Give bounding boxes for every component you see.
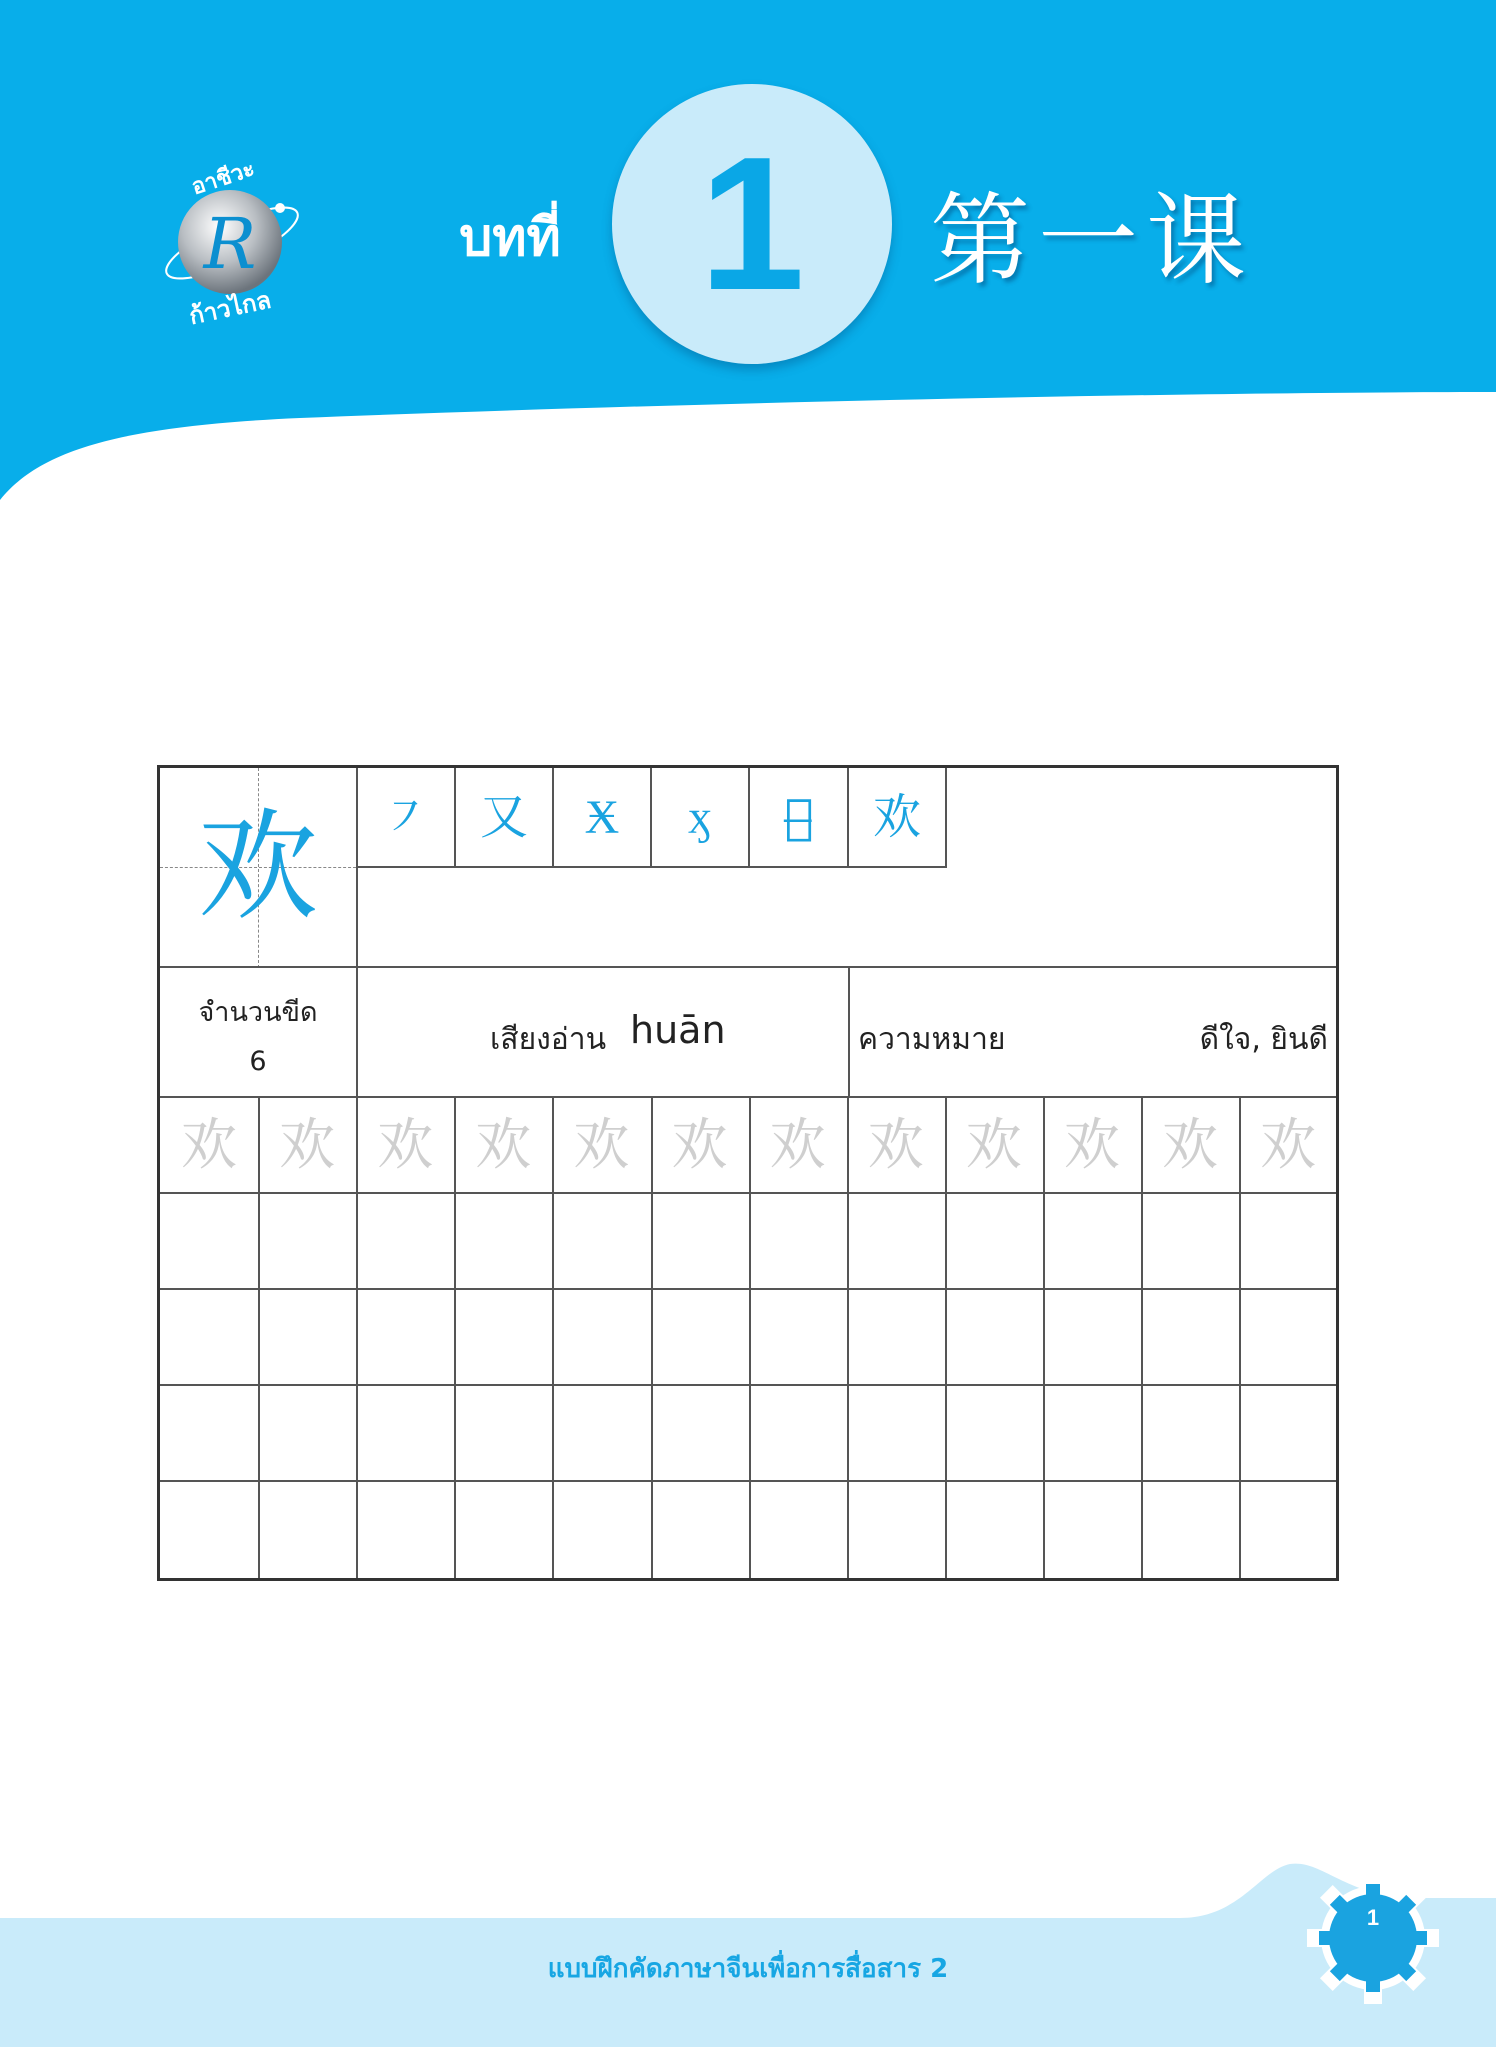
stroke-count-value: 6 — [249, 1046, 267, 1077]
trace-character: 欢 — [1260, 1113, 1317, 1178]
lesson-title-chinese: 第一课 — [930, 182, 1254, 299]
logo-top-text: อาชีวะ — [188, 156, 258, 201]
grid-line — [552, 768, 554, 866]
grid-line — [454, 768, 456, 866]
svg-text:R: R — [203, 203, 257, 285]
trace-character: 欢 — [1063, 1113, 1120, 1178]
trace-character: 欢 — [475, 1113, 532, 1178]
trace-character: 欢 — [1162, 1113, 1218, 1178]
trace-character: 欢 — [867, 1113, 924, 1178]
grid-line — [945, 768, 947, 866]
stroke-step: 欢 — [872, 789, 921, 845]
grid-line — [552, 1096, 554, 1578]
character-worksheet — [157, 765, 1339, 1581]
grid-line — [258, 1096, 260, 1578]
trace-character: 欢 — [769, 1113, 826, 1178]
page-number: 1 — [1366, 1905, 1380, 1930]
grid-line — [356, 1096, 358, 1578]
grid-line — [847, 1096, 849, 1578]
meaning-value: ดีใจ, ยินดี — [1199, 1022, 1328, 1057]
lesson-number-circle — [612, 84, 892, 364]
grid-line — [945, 1096, 947, 1578]
grid-line — [1141, 1096, 1143, 1578]
grid-line — [651, 1096, 653, 1578]
stroke-step: 又 — [479, 789, 528, 845]
grid-line — [160, 966, 1336, 968]
trace-character: 欢 — [181, 1113, 237, 1178]
lesson-number: 1 — [699, 118, 805, 330]
grid-line — [650, 768, 652, 866]
grid-line — [847, 768, 849, 866]
page-number-badge — [1303, 1868, 1443, 2008]
grid-line — [848, 966, 850, 1096]
book-title: แบบฝึกคัดภาษาจีนเพื่อการสื่อสาร 2 — [547, 1954, 949, 1984]
trace-character: 欢 — [671, 1113, 728, 1178]
page-header — [0, 0, 1496, 520]
logo-bottom-text: ก้าวไกล — [186, 285, 274, 331]
stroke-step: 欢̶ — [784, 789, 814, 845]
stroke-step: ㇇ — [380, 789, 429, 845]
grid-line — [1043, 1096, 1045, 1578]
stroke-step: ӽ — [688, 789, 712, 845]
grid-line — [356, 866, 947, 868]
trace-character: 欢 — [965, 1113, 1022, 1178]
grid-line — [356, 768, 358, 1096]
trace-character: 欢 — [279, 1113, 336, 1178]
grid-line — [748, 768, 750, 866]
grid-line — [454, 1096, 456, 1578]
lesson-label: บทที่ — [459, 208, 561, 268]
stroke-step: Ӿ — [584, 789, 620, 845]
pronunciation-label: เสียงอ่าน — [490, 1022, 607, 1057]
stroke-count-label: จำนวนขีด — [198, 997, 318, 1028]
model-character: 欢 — [198, 798, 318, 937]
meaning-label: ความหมาย — [858, 1022, 1006, 1057]
grid-line — [749, 1096, 751, 1578]
pinyin: huān — [630, 1008, 726, 1052]
grid-line — [1239, 1096, 1241, 1578]
logo — [150, 150, 310, 330]
trace-character: 欢 — [377, 1113, 434, 1178]
trace-character: 欢 — [573, 1113, 630, 1178]
